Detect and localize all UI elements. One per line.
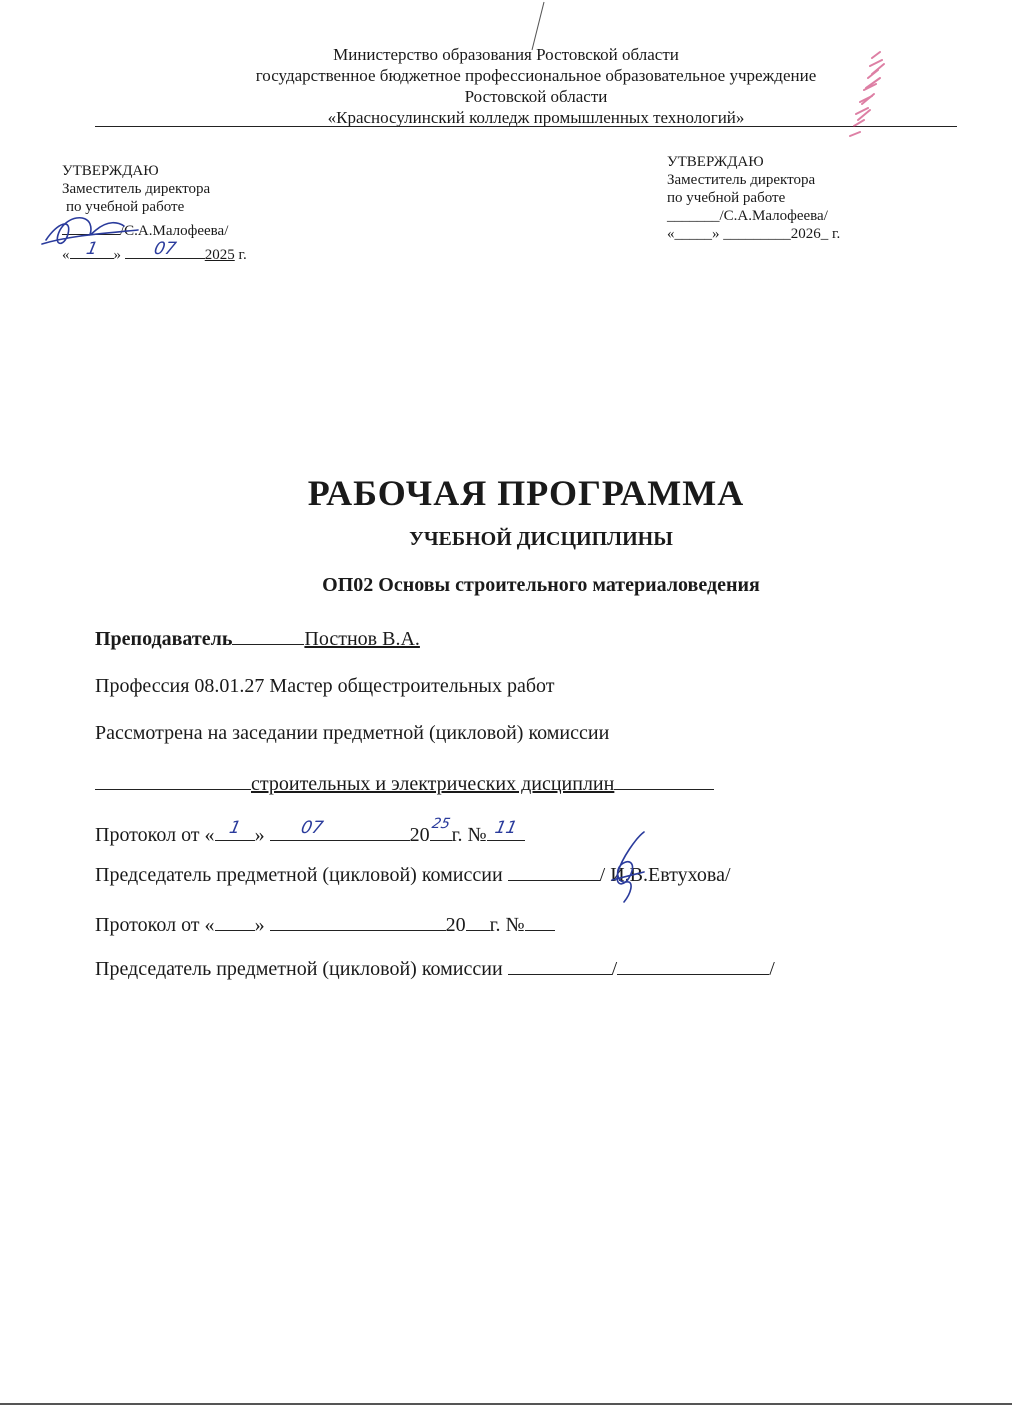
chair-name: / И.В.Евтухова/ <box>599 864 731 886</box>
chair-slash-end: / <box>769 958 775 980</box>
date-close-quote: » <box>113 247 121 263</box>
approval-block-right <box>667 153 840 243</box>
protocol-line-1 <box>95 816 525 847</box>
chair-label: Председатель предметной (цикловой) комиссии <box>95 958 503 980</box>
approve-name-line: _______/С.А.Малофеева/ <box>667 208 828 224</box>
commission-line <box>95 771 714 796</box>
approve-date-line: «_____» _________2026_ г. <box>667 226 841 242</box>
header-divider <box>95 126 957 127</box>
approve-position-2: по учебной работе <box>66 199 185 215</box>
handwritten-day: 1 <box>83 239 100 259</box>
institution-type-line: государственное бюджетное профессиональное образовательное учреждение <box>255 66 817 85</box>
approve-position-2: по учебной работе <box>667 190 786 206</box>
region-line: Ростовской области <box>464 87 608 106</box>
protocol-prefix: Протокол от « <box>95 914 215 936</box>
protocol-year-prefix: 20 <box>445 914 466 936</box>
chair-slash: / <box>611 958 618 980</box>
scan-bottom-edge <box>0 1403 1012 1405</box>
protocol-number-label: г. № <box>489 914 525 936</box>
protocol-close-quote: » <box>254 824 265 846</box>
commission-name: строительных и электрических дисциплин <box>251 773 615 795</box>
teacher-name: Постнов В.А. <box>304 628 420 650</box>
protocol-line-2 <box>95 912 555 937</box>
teacher-label: Преподаватель <box>95 628 233 650</box>
document-title: РАБОЧАЯ ПРОГРАММА <box>307 473 745 513</box>
protocol-number-label: г. № <box>451 824 487 846</box>
approve-name: /С.А.Малофеева/ <box>120 223 229 239</box>
approve-position-1: Заместитель директора <box>667 172 816 188</box>
protocol-prefix: Протокол от « <box>95 824 215 846</box>
chair-label: Председатель предметной (цикловой) комиссии <box>95 864 503 886</box>
document-subtitle: УЧЕБНОЙ ДИСЦИПЛИНЫ <box>409 528 673 550</box>
chair-line-2 <box>95 956 775 981</box>
year-suffix: г. <box>234 247 247 263</box>
approve-title: УТВЕРЖДАЮ <box>62 163 159 179</box>
signature-chair-icon <box>600 828 664 908</box>
teacher-line <box>95 626 420 651</box>
ministry-line: Министерство образования Ростовской области <box>333 45 679 64</box>
handwritten-number: 11 <box>492 818 519 838</box>
approve-position-1: Заместитель директора <box>62 181 211 197</box>
college-name-line: «Красносулинский колледж промышленных технологий» <box>327 108 745 127</box>
approve-title: УТВЕРЖДАЮ <box>667 154 764 170</box>
profession-line: Профессия 08.01.27 Мастер общестроительных работ <box>95 675 555 697</box>
handwritten-year: 25 <box>429 816 452 832</box>
protocol-year-prefix: 20 <box>409 824 430 846</box>
reviewed-line: Рассмотрена на заседании предметной (цикловой) комиссии <box>95 722 610 744</box>
discipline-name: ОП02 Основы строительного материаловедения <box>322 574 760 596</box>
handwritten-month: 07 <box>151 239 178 259</box>
approve-year: 2025 <box>204 247 235 263</box>
protocol-close-quote: » <box>254 914 265 936</box>
handwritten-day: 1 <box>227 818 243 838</box>
handwritten-month: 07 <box>298 818 325 838</box>
scan-mark-icon <box>528 0 548 52</box>
signature-left-icon <box>38 200 158 258</box>
date-open-quote: « <box>62 247 70 263</box>
stamp-mark-icon <box>842 44 892 144</box>
